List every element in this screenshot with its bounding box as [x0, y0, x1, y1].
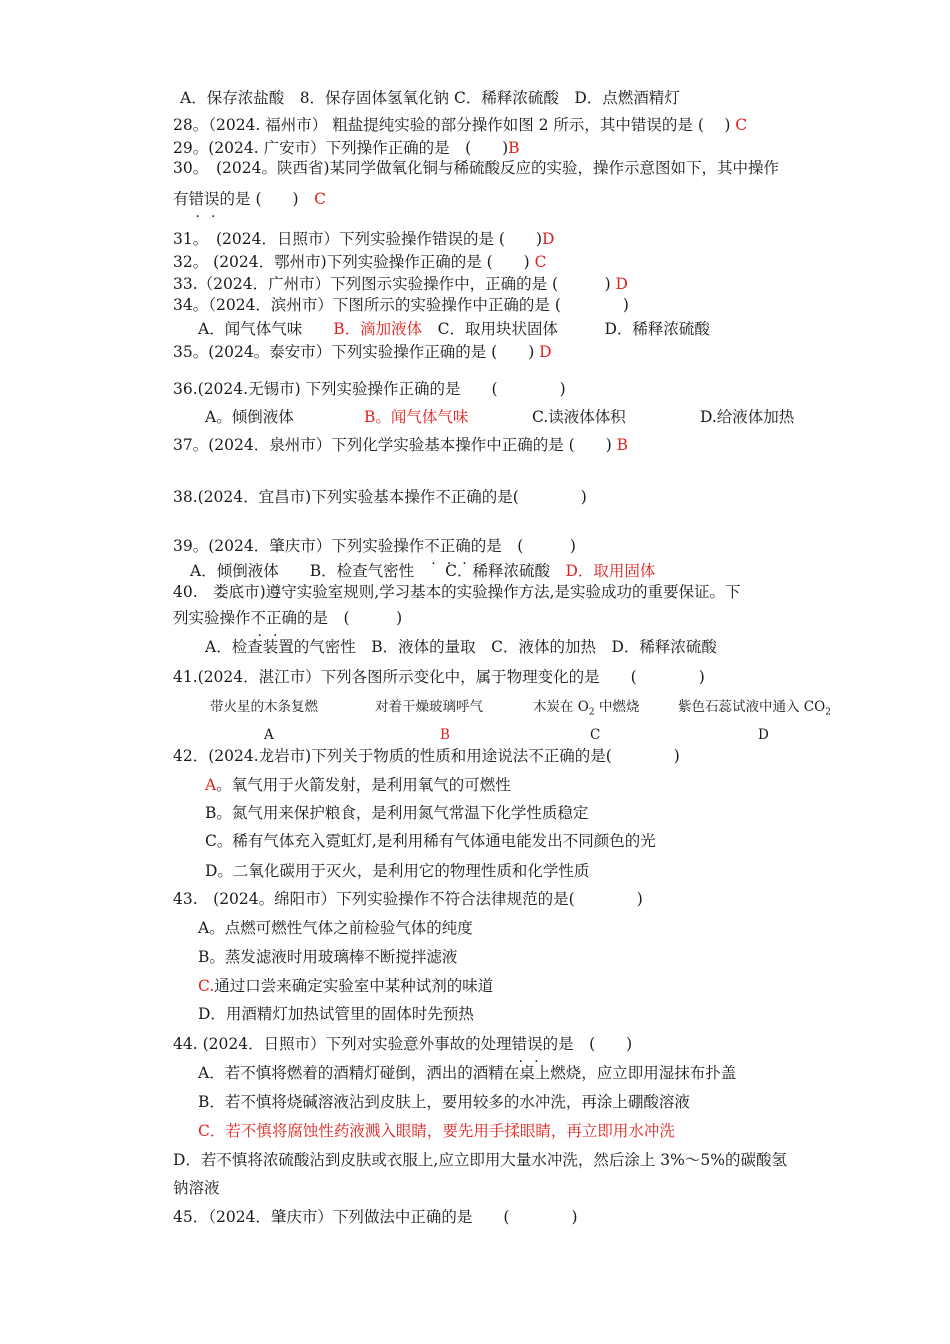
line-options-top: A．保存浓盐酸 8．保存固体氢氧化钠 C．稀释浓硫酸 D．点燃酒精灯: [180, 89, 680, 107]
option-43a: A。点燃可燃性气体之前检验气体的纯度: [198, 919, 473, 937]
option-42a: A。氧气用于火箭发射，是利用氧气的可燃性: [205, 776, 511, 794]
caption-41c: 木炭在 $O_2$ 中燃烧: [533, 699, 640, 718]
answer-32: C: [534, 253, 547, 271]
caption-41b: 对着干燥玻璃呼气: [375, 699, 483, 715]
option-44d-line1: D．若不慎将浓硫酸沾到皮肤或衣服上,应立即用大量水冲洗，然后涂上 3%～5%的碳酸氢: [173, 1151, 787, 1169]
label-41b: B: [440, 727, 450, 743]
answer-30: C: [314, 190, 326, 208]
answer-33: D: [615, 275, 628, 293]
options-40: A．检查装置的气密性 B．液体的量取 C．液体的加热 D．稀释浓硫酸: [205, 638, 717, 656]
answer-35: D: [539, 343, 552, 361]
question-45: 45．（2024．肇庆市）下列做法中正确的是 ( ): [173, 1208, 578, 1226]
option-43d: D．用酒精灯加热试管里的固体时先预热: [198, 1005, 474, 1023]
answer-37: B: [616, 436, 629, 454]
question-33: 33.（2024．广州市）下列图示实验操作中，正确的是 ( ) D: [173, 275, 628, 293]
caption-41a: 带火星的木条复燃: [210, 699, 318, 715]
option-44b: B．若不慎将烧碱溶液沾到皮肤上，要用较多的水冲洗，再涂上硼酸溶液: [198, 1093, 690, 1111]
question-36: 36.(2024.无锡市) 下列实验操作正确的是 ( ): [173, 380, 566, 398]
answer-28: C: [735, 116, 748, 134]
option-36b: B。闻气体气味: [364, 408, 469, 426]
answer-39: D．取用固体: [565, 562, 656, 580]
answer-43: C.: [198, 977, 215, 995]
question-39: 39。(2024．肇庆市）下列实验操作不正确的是 ( ): [173, 537, 576, 555]
answer-31: D: [542, 230, 555, 248]
label-41c: C: [590, 727, 601, 743]
option-42d: D。二氧化碳用于灭火，是利用它的物理性质和化学性质: [205, 862, 590, 880]
question-43: 43. (2024。绵阳市）下列实验操作不符合法律规范的是( ): [173, 890, 643, 908]
question-32: 32。 (2024．鄂州市)下列实验操作正确的是 ( ) C: [173, 253, 547, 271]
question-38: 38.(2024．宜昌市)下列实验基本操作不正确的是( ): [173, 488, 587, 506]
question-41: 41.(2024．湛江市）下列各图所示变化中，属于物理变化的是 ( ): [173, 668, 705, 686]
options-39: A．倾倒液体 B．检查气密性 C．稀释浓硫酸 D．取用固体: [190, 562, 656, 580]
option-44c: C．若不慎将腐蚀性药液溅入眼睛，要先用手揉眼睛，再立即用水冲洗: [198, 1122, 675, 1140]
question-30-line2: 有错误的是 ( ) C: [173, 190, 326, 208]
option-42b: B。氮气用来保护粮食，是利用氮气常温下化学性质稳定: [205, 804, 589, 822]
question-30-line1: 30。 (2024。陕西省)某同学做氧化铜与稀硫酸反应的实验，操作示意图如下，其中操作: [173, 159, 780, 177]
option-44a: A．若不慎将燃着的酒精灯碰倒，洒出的酒精在桌上燃烧，应立即用湿抹布扑盖: [198, 1064, 737, 1082]
label-41d: D: [758, 727, 769, 743]
label-41a: A: [264, 727, 274, 743]
question-28: 28。（2024. 福州市） 粗盐提纯实验的部分操作如图 2 所示，其中错误的是 ( ) C: [173, 116, 748, 134]
option-36c: C.读液体体积: [532, 408, 626, 426]
question-29: 29。(2024. 广安市）下列操作正确的是 ( )B: [173, 139, 520, 157]
question-44: 44. (2024．日照市）下列对实验意外事故的处理错误的是 ( ): [173, 1035, 633, 1053]
option-36d: D.给液体加热: [700, 408, 795, 426]
question-42: 42．(2024.龙岩市)下列关于物质的性质和用途说法不正确的是( ): [173, 747, 680, 765]
question-31: 31。 (2024．日照市）下列实验操作错误的是 ( )D: [173, 230, 555, 248]
option-43b: B。蒸发滤液时用玻璃棒不断搅拌滤液: [198, 948, 458, 966]
options-34: A．闻气体气味 B．滴加液体 C．取用块状固体 D．稀释浓硫酸: [198, 320, 710, 338]
question-40-line2: 列实验操作不正确的是 ( ): [173, 609, 403, 627]
option-42c: C。稀有气体充入霓虹灯,是利用稀有气体通电能发出不同颜色的光: [205, 832, 656, 850]
caption-41d: 紫色石蕊试液中通入 $CO_2$: [678, 699, 831, 718]
option-44d-line2: 钠溶液: [173, 1179, 220, 1197]
question-40-line1: 40. 娄底市)遵守实验室规则,学习基本的实验操作方法,是实验成功的重要保证。下: [173, 583, 741, 601]
answer-29: B: [508, 139, 520, 157]
option-36a: A。倾倒液体: [205, 408, 294, 426]
option-43c: C.通过口尝来确定实验室中某种试剂的味道: [198, 977, 494, 995]
question-37: 37。(2024．泉州市）下列化学实验基本操作中正确的是 ( ) B: [173, 436, 629, 454]
answer-34: B．滴加液体: [333, 320, 423, 338]
question-34: 34。（2024．滨州市）下图所示的实验操作中正确的是 ( ): [173, 296, 629, 314]
answer-42: A: [205, 776, 217, 794]
question-35: 35。(2024。泰安市）下列实验操作正确的是 ( ) D: [173, 343, 552, 361]
